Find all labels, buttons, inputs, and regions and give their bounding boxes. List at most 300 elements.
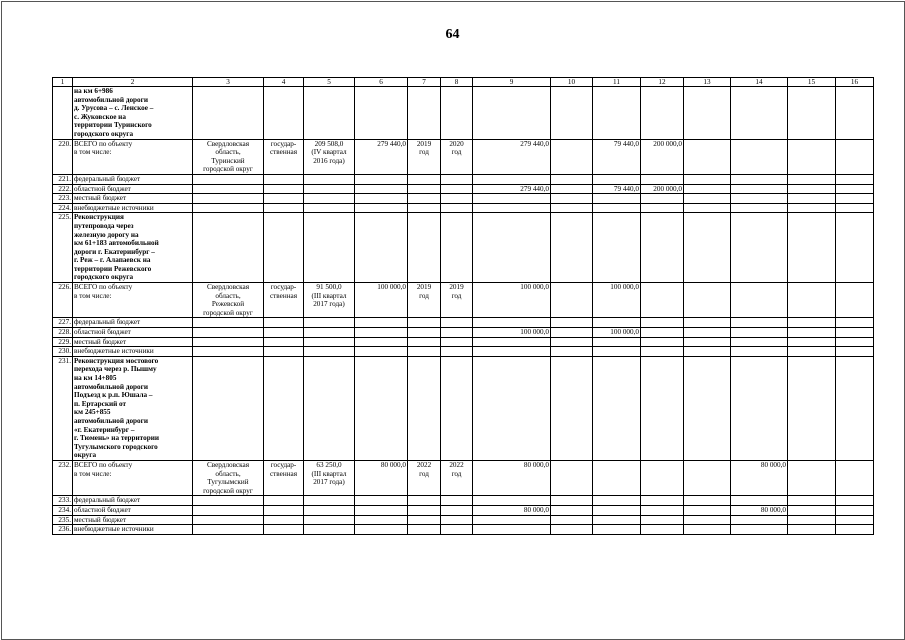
value-cell xyxy=(641,174,684,184)
value-cell xyxy=(731,337,788,347)
value-cell: 100 000,0 xyxy=(473,283,551,318)
location-cell xyxy=(193,283,264,318)
value-cell xyxy=(836,347,874,357)
cell-line: 2019 xyxy=(416,283,432,292)
value-cell xyxy=(788,525,836,535)
empty-cell xyxy=(193,515,264,525)
empty-cell xyxy=(441,347,473,357)
cell-line: городской округ xyxy=(203,165,253,174)
empty-cell xyxy=(788,213,836,283)
table-row xyxy=(53,318,874,328)
funding-source-label: местный бюджет xyxy=(73,515,193,525)
cell-line: (III квартал xyxy=(311,469,347,478)
value-cell: 100 000,0 xyxy=(473,328,551,338)
row-number: 224. xyxy=(53,203,73,213)
cell-line: в том числе: xyxy=(74,148,112,157)
empty-cell xyxy=(408,515,441,525)
value-cell xyxy=(836,139,874,174)
value-cell xyxy=(551,337,593,347)
cell-line: Режевской xyxy=(211,300,245,309)
header-row xyxy=(53,78,874,87)
value-cell xyxy=(593,525,641,535)
empty-cell xyxy=(441,213,473,283)
cell-line: территории Туринского xyxy=(74,121,152,130)
value-cell xyxy=(593,318,641,328)
value-cell xyxy=(836,505,874,515)
empty-cell xyxy=(355,337,408,347)
value-cell xyxy=(551,203,593,213)
empty-cell xyxy=(355,515,408,525)
value-cell xyxy=(731,496,788,506)
value-cell xyxy=(641,203,684,213)
cell-line: дороги г. Екатеринбург – xyxy=(74,247,155,256)
empty-cell xyxy=(355,347,408,357)
value-cell xyxy=(684,505,731,515)
empty-cell xyxy=(355,194,408,204)
cell-line: 2022 xyxy=(416,460,432,469)
empty-cell xyxy=(304,213,355,283)
empty-cell xyxy=(193,194,264,204)
empty-cell xyxy=(408,328,441,338)
empty-cell xyxy=(304,496,355,506)
header-cell: 11 xyxy=(593,78,641,87)
value-cell xyxy=(788,515,836,525)
empty-cell xyxy=(441,318,473,328)
cell-line: «г. Екатеринбург – xyxy=(74,425,135,434)
empty-cell xyxy=(408,194,441,204)
value-cell: 279 440,0 xyxy=(355,139,408,174)
empty-cell xyxy=(264,318,304,328)
empty-cell xyxy=(193,184,264,194)
empty-cell xyxy=(355,213,408,283)
value-cell xyxy=(684,347,731,357)
empty-cell xyxy=(193,174,264,184)
value-cell xyxy=(473,203,551,213)
funding-source-label: областной бюджет xyxy=(73,505,193,515)
value-cell xyxy=(731,515,788,525)
empty-cell xyxy=(836,87,874,140)
start-year-cell xyxy=(408,283,441,318)
table-row xyxy=(53,337,874,347)
value-cell xyxy=(473,318,551,328)
empty-cell xyxy=(593,213,641,283)
row-number: 232. xyxy=(53,460,73,495)
value-cell xyxy=(731,194,788,204)
empty-cell xyxy=(441,194,473,204)
value-cell xyxy=(551,318,593,328)
value-cell xyxy=(551,194,593,204)
value-cell: 100 000,0 xyxy=(355,283,408,318)
cell-line: 91 500,0 xyxy=(316,283,342,292)
empty-cell xyxy=(441,525,473,535)
value-cell xyxy=(551,525,593,535)
value-cell xyxy=(684,318,731,328)
empty-cell xyxy=(684,356,731,460)
empty-cell xyxy=(355,203,408,213)
start-year-cell xyxy=(408,460,441,495)
empty-cell xyxy=(304,356,355,460)
empty-cell xyxy=(355,174,408,184)
cell-line: км 245+855 xyxy=(74,408,111,417)
empty-cell xyxy=(193,496,264,506)
empty-cell xyxy=(551,213,593,283)
value-cell xyxy=(836,337,874,347)
cell-line: городской округ xyxy=(203,308,253,317)
empty-cell xyxy=(304,515,355,525)
cell-line: ственная xyxy=(269,291,298,300)
empty-cell xyxy=(193,347,264,357)
value-cell xyxy=(788,139,836,174)
header-cell: 2 xyxy=(73,78,193,87)
value-cell xyxy=(593,515,641,525)
empty-cell xyxy=(264,356,304,460)
cell-line: городской округ xyxy=(203,486,253,495)
header-cell: 6 xyxy=(355,78,408,87)
row-number: 228. xyxy=(53,328,73,338)
value-cell xyxy=(731,283,788,318)
empty-cell xyxy=(264,505,304,515)
cell-line: Тугулымского городского xyxy=(74,442,158,451)
cell-line: 2017 года) xyxy=(313,300,345,309)
value-cell xyxy=(788,184,836,194)
empty-cell xyxy=(408,356,441,460)
cell-line: г. Тюмень» на территории xyxy=(74,434,159,443)
empty-cell xyxy=(473,213,551,283)
value-cell xyxy=(836,184,874,194)
value-cell xyxy=(788,318,836,328)
table-row xyxy=(53,525,874,535)
value-cell xyxy=(551,174,593,184)
cell-line: городского округа xyxy=(74,273,134,282)
empty-cell xyxy=(441,496,473,506)
funding-source-label: областной бюджет xyxy=(73,184,193,194)
value-cell xyxy=(836,194,874,204)
cell-line: с. Жуковское на xyxy=(74,112,126,121)
empty-cell xyxy=(264,525,304,535)
empty-cell xyxy=(355,87,408,140)
value-cell xyxy=(731,203,788,213)
empty-cell xyxy=(788,356,836,460)
cell-line: железную дорогу на xyxy=(74,230,139,239)
value-cell xyxy=(731,139,788,174)
row-number: 234. xyxy=(53,505,73,515)
empty-cell xyxy=(264,347,304,357)
cell-line: Свердловская xyxy=(206,283,250,292)
empty-cell xyxy=(264,184,304,194)
value-cell xyxy=(731,328,788,338)
value-cell: 79 440,0 xyxy=(593,184,641,194)
cell-line: на км 6+986 xyxy=(74,87,113,95)
empty-cell xyxy=(304,87,355,140)
value-cell xyxy=(684,496,731,506)
empty-cell xyxy=(193,213,264,283)
empty-cell xyxy=(441,356,473,460)
empty-cell xyxy=(408,496,441,506)
empty-cell xyxy=(731,213,788,283)
header-cell: 4 xyxy=(264,78,304,87)
empty-cell xyxy=(593,87,641,140)
value-cell xyxy=(551,347,593,357)
value-cell xyxy=(684,283,731,318)
value-cell: 279 440,0 xyxy=(473,139,551,174)
empty-cell xyxy=(473,356,551,460)
cell-line: 2016 года) xyxy=(313,156,345,165)
empty-cell xyxy=(193,203,264,213)
row-number xyxy=(53,87,73,140)
cell-line: год xyxy=(419,469,429,478)
cell-line: 2020 xyxy=(449,139,464,148)
value-cell xyxy=(473,337,551,347)
row-number: 235. xyxy=(53,515,73,525)
header-cell: 8 xyxy=(441,78,473,87)
value-cell xyxy=(551,505,593,515)
table-row xyxy=(53,174,874,184)
empty-cell xyxy=(193,356,264,460)
cell-line: ственная xyxy=(269,148,298,157)
empty-cell xyxy=(264,515,304,525)
value-cell xyxy=(593,174,641,184)
empty-cell xyxy=(408,505,441,515)
value-cell xyxy=(551,283,593,318)
empty-cell xyxy=(355,496,408,506)
cell-line: путепровода через xyxy=(74,221,134,230)
empty-cell xyxy=(355,318,408,328)
cell-line: округа xyxy=(74,451,97,460)
estimated-cost-cell xyxy=(304,460,355,495)
value-cell xyxy=(684,460,731,495)
empty-cell xyxy=(304,184,355,194)
value-cell: 79 440,0 xyxy=(593,139,641,174)
value-cell: 200 000,0 xyxy=(641,184,684,194)
table-row xyxy=(53,356,874,460)
start-year-cell xyxy=(408,139,441,174)
empty-cell xyxy=(355,356,408,460)
cell-line: государ- xyxy=(270,283,297,292)
estimated-cost-cell xyxy=(304,283,355,318)
funding-source-label: федеральный бюджет xyxy=(73,318,193,328)
empty-cell xyxy=(836,356,874,460)
empty-cell xyxy=(408,184,441,194)
value-cell xyxy=(836,174,874,184)
empty-cell xyxy=(441,184,473,194)
header-cell: 1 xyxy=(53,78,73,87)
value-cell xyxy=(473,496,551,506)
empty-cell xyxy=(441,174,473,184)
cell-line: государ- xyxy=(270,139,297,148)
empty-cell xyxy=(408,174,441,184)
empty-cell xyxy=(408,213,441,283)
cell-line: (IV квартал xyxy=(311,148,347,157)
budget-table xyxy=(52,77,874,535)
cell-line: государ- xyxy=(270,460,297,469)
value-cell xyxy=(551,515,593,525)
object-title xyxy=(73,87,193,140)
empty-cell xyxy=(441,515,473,525)
cell-line: 2019 xyxy=(449,283,464,292)
row-number: 227. xyxy=(53,318,73,328)
empty-cell xyxy=(304,328,355,338)
value-cell xyxy=(551,184,593,194)
empty-cell xyxy=(304,203,355,213)
cell-line: 2017 года) xyxy=(313,478,345,487)
value-cell: 100 000,0 xyxy=(593,328,641,338)
table-row xyxy=(53,460,874,495)
value-cell: 80 000,0 xyxy=(731,460,788,495)
funding-source-label: федеральный бюджет xyxy=(73,174,193,184)
end-year-cell xyxy=(441,139,473,174)
header-cell: 3 xyxy=(193,78,264,87)
empty-cell xyxy=(684,87,731,140)
value-cell xyxy=(641,194,684,204)
table-row xyxy=(53,184,874,194)
cell-line: городского округа xyxy=(74,129,134,138)
cell-line: в том числе: xyxy=(74,291,112,300)
empty-cell xyxy=(355,525,408,535)
row-number: 222. xyxy=(53,184,73,194)
table-row xyxy=(53,496,874,506)
value-cell xyxy=(684,337,731,347)
header-cell: 7 xyxy=(408,78,441,87)
value-cell xyxy=(593,347,641,357)
header-cell: 12 xyxy=(641,78,684,87)
value-cell xyxy=(593,460,641,495)
value-cell: 80 000,0 xyxy=(355,460,408,495)
funding-source-label: федеральный бюджет xyxy=(73,496,193,506)
ownership-cell xyxy=(264,139,304,174)
cell-line: Подъезд к р.п. Юшала – xyxy=(74,391,153,400)
value-cell xyxy=(788,328,836,338)
cell-line: 63 250,0 xyxy=(316,460,342,469)
table-row xyxy=(53,515,874,525)
row-number: 230. xyxy=(53,347,73,357)
header-cell: 13 xyxy=(684,78,731,87)
empty-cell xyxy=(408,337,441,347)
value-cell xyxy=(836,515,874,525)
cell-line: год xyxy=(451,148,462,157)
empty-cell xyxy=(304,347,355,357)
empty-cell xyxy=(304,525,355,535)
empty-cell xyxy=(264,337,304,347)
cell-line: территории Режевского xyxy=(74,264,152,273)
empty-cell xyxy=(641,87,684,140)
value-cell xyxy=(641,328,684,338)
empty-cell xyxy=(264,203,304,213)
value-cell xyxy=(788,203,836,213)
header-cell: 15 xyxy=(788,78,836,87)
object-title xyxy=(73,356,193,460)
value-cell xyxy=(684,525,731,535)
empty-cell xyxy=(193,318,264,328)
value-cell xyxy=(641,347,684,357)
value-cell xyxy=(731,174,788,184)
value-cell xyxy=(551,139,593,174)
row-number: 233. xyxy=(53,496,73,506)
row-number: 231. xyxy=(53,356,73,460)
value-cell xyxy=(641,515,684,525)
cell-line: км 61+183 автомобильной xyxy=(74,239,159,248)
value-cell xyxy=(473,347,551,357)
cell-line: ВСЕГО по объекту xyxy=(74,283,133,292)
cell-line: Туринский xyxy=(211,156,245,165)
value-cell xyxy=(788,283,836,318)
value-cell xyxy=(684,184,731,194)
value-cell xyxy=(593,337,641,347)
table-row xyxy=(53,194,874,204)
empty-cell xyxy=(264,174,304,184)
empty-cell xyxy=(355,505,408,515)
cell-line: ственная xyxy=(269,469,298,478)
value-cell xyxy=(593,194,641,204)
value-cell xyxy=(684,139,731,174)
value-cell: 100 000,0 xyxy=(593,283,641,318)
empty-cell xyxy=(264,194,304,204)
value-cell xyxy=(593,496,641,506)
value-cell xyxy=(551,460,593,495)
empty-cell xyxy=(304,337,355,347)
empty-cell xyxy=(731,356,788,460)
value-cell xyxy=(836,460,874,495)
funding-source-label: внебюджетные источники xyxy=(73,203,193,213)
empty-cell xyxy=(264,496,304,506)
empty-cell xyxy=(264,87,304,140)
value-cell xyxy=(641,283,684,318)
value-cell xyxy=(551,328,593,338)
value-cell: 80 000,0 xyxy=(473,505,551,515)
header-cell: 14 xyxy=(731,78,788,87)
value-cell xyxy=(684,515,731,525)
table-row xyxy=(53,328,874,338)
row-number: 223. xyxy=(53,194,73,204)
empty-cell xyxy=(355,328,408,338)
value-cell xyxy=(788,460,836,495)
row-number: 236. xyxy=(53,525,73,535)
empty-cell xyxy=(193,328,264,338)
value-cell xyxy=(836,328,874,338)
cell-line: в том числе: xyxy=(74,469,112,478)
value-cell xyxy=(641,460,684,495)
row-number: 221. xyxy=(53,174,73,184)
empty-cell xyxy=(551,87,593,140)
empty-cell xyxy=(408,203,441,213)
value-cell xyxy=(836,283,874,318)
value-cell xyxy=(641,496,684,506)
value-cell xyxy=(473,525,551,535)
empty-cell xyxy=(441,203,473,213)
value-cell xyxy=(731,347,788,357)
empty-cell xyxy=(441,328,473,338)
empty-cell xyxy=(304,194,355,204)
ownership-cell xyxy=(264,283,304,318)
cell-line: область, xyxy=(215,148,241,157)
cell-line: 2022 xyxy=(449,460,464,469)
header-cell: 16 xyxy=(836,78,874,87)
empty-cell xyxy=(408,525,441,535)
value-cell xyxy=(836,525,874,535)
empty-cell xyxy=(441,337,473,347)
empty-cell xyxy=(441,87,473,140)
location-cell xyxy=(193,460,264,495)
empty-cell xyxy=(304,318,355,328)
value-cell xyxy=(641,318,684,328)
empty-cell xyxy=(684,213,731,283)
cell-line: Реконструкция xyxy=(74,213,124,222)
cell-line: д. Урусова – с. Ленское – xyxy=(74,104,154,113)
total-label xyxy=(73,139,193,174)
funding-source-label: внебюджетные источники xyxy=(73,347,193,357)
empty-cell xyxy=(193,505,264,515)
total-label xyxy=(73,283,193,318)
page-number: 64 xyxy=(445,27,460,42)
